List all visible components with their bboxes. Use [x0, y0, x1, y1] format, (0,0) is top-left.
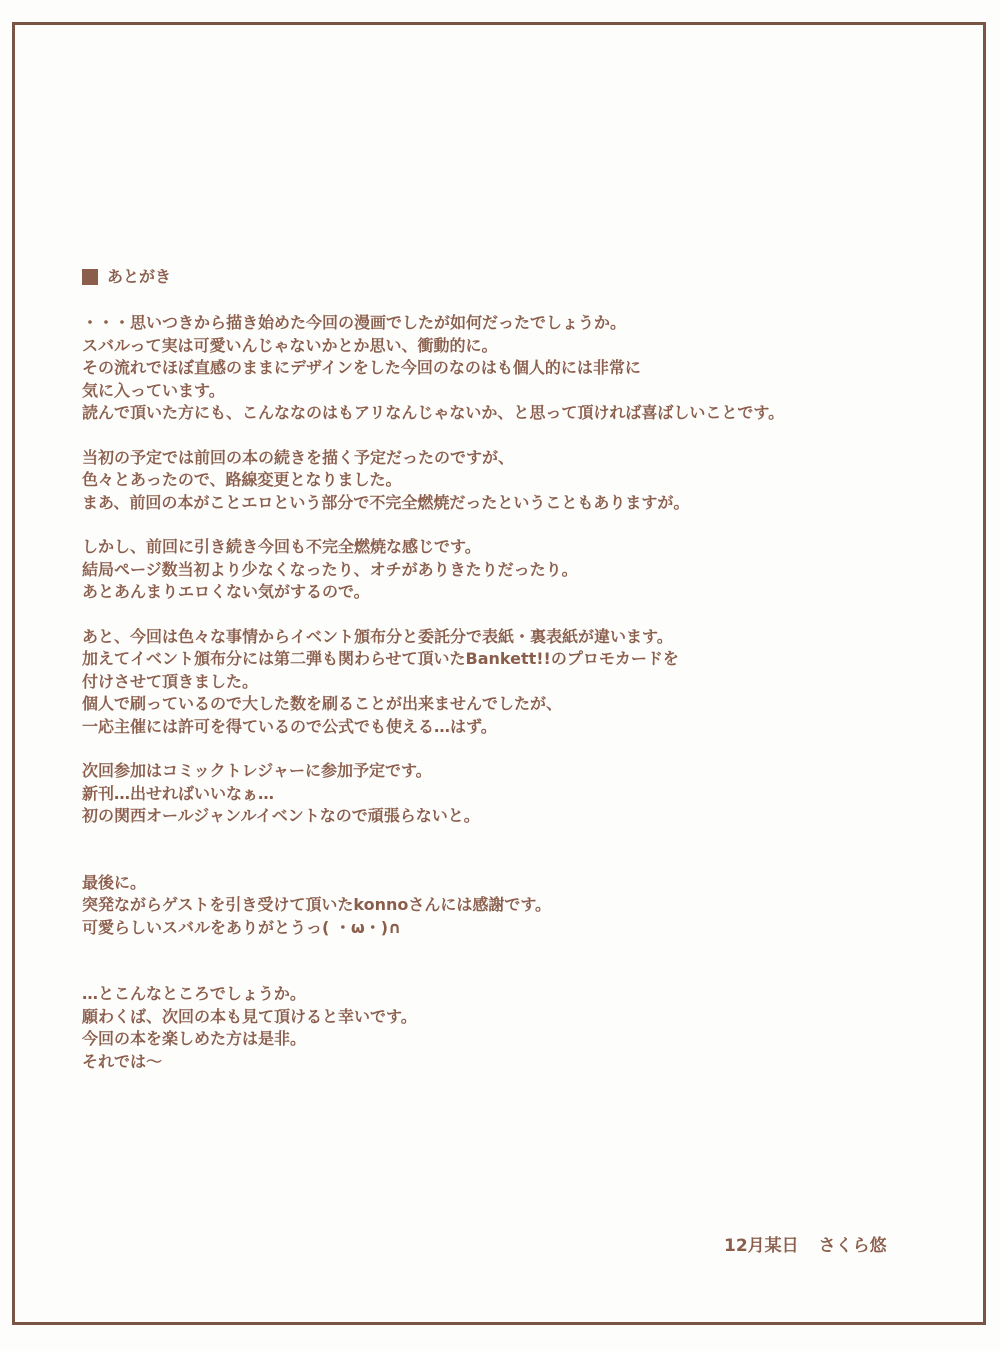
- section-heading: [82, 264, 942, 290]
- signature-author: さくら悠: [818, 1236, 887, 1256]
- paragraph-1: [82, 312, 942, 425]
- text-line: 結局ページ数当初より少なくなったり、オチがありきたりだったり。: [82, 559, 578, 579]
- text-line: それでは～: [82, 1051, 163, 1071]
- paragraph-5: [82, 760, 942, 828]
- text-line: 今回の本を楽しめた方は是非。: [82, 1029, 307, 1048]
- text-line: その流れでほぼ直感のままにデザインをした今回のなのはも個人的には非常に: [82, 358, 641, 377]
- text-line: 可愛らしいスバルをありがとうっ( ・ω・)∩: [82, 917, 402, 937]
- text-line: まあ、前回の本がことエロという部分で不完全燃焼だったということもありますが。: [82, 492, 690, 512]
- text-line: 一応主催には許可を得ているので公式でも使える…はず。: [82, 716, 497, 736]
- paragraph-2: [82, 447, 942, 515]
- paragraph-7: [82, 983, 942, 1073]
- paragraph-4: [82, 626, 942, 739]
- text-line: 色々とあったので、路線変更となりました。: [82, 470, 402, 489]
- text-line: 付けさせて頂きました。: [82, 671, 259, 691]
- text-line: あとあんまりエロくない気がするので。: [82, 582, 370, 601]
- square-bullet-icon: [82, 269, 98, 285]
- text-line: 新刊…出せればいいなぁ…: [82, 783, 275, 803]
- text-line: 初の関西オールジャンルイベントなので頑張らないと。: [82, 806, 480, 825]
- text-line: あと、今回は色々な事情からイベント頒布分と委託分で表紙・裏表紙が違います。: [82, 626, 673, 646]
- signature: [724, 1231, 887, 1256]
- text-line: 願わくば、次回の本も見て頂けると幸いです。: [82, 1006, 417, 1026]
- text-line: 個人で刷っているので大した数を刷ることが出来ませんでしたが、: [82, 694, 563, 713]
- text-line: 加えてイベント頒布分には第二弾も関わらせて頂いたBankett!!のプロモカードを: [82, 649, 679, 668]
- text-line: ・・・思いつきから描き始めた今回の漫画でしたが如何だったでしょうか。: [82, 313, 627, 332]
- text-line: 次回参加はコミックトレジャーに参加予定です。: [82, 761, 432, 780]
- text-line: 読んで頂いた方にも、こんななのはもアリなんじゃないか、と思って頂ければ喜ばしいことです。: [82, 403, 785, 422]
- afterword-body: [82, 264, 942, 1073]
- text-line: 突発ながらゲストを引き受けて頂いたkonnoさんには感謝です。: [82, 895, 552, 914]
- paragraph-3: [82, 536, 942, 604]
- text-line: 当初の予定では前回の本の続きを描く予定だったのですが、: [82, 447, 515, 467]
- signature-date: 12月某日: [724, 1236, 799, 1256]
- text-line: …とこんなところでしょうか。: [82, 984, 306, 1003]
- text-line: しかし、前回に引き続き今回も不完全燃焼な感じです。: [82, 537, 481, 556]
- text-line: 最後に。: [82, 872, 147, 892]
- paragraph-6: [82, 872, 942, 940]
- text-line: スバルって実は可愛いんじゃないかとか思い、衝動的に。: [82, 335, 498, 355]
- heading-text: あとがき: [107, 266, 172, 286]
- text-line: 気に入っています。: [82, 380, 225, 400]
